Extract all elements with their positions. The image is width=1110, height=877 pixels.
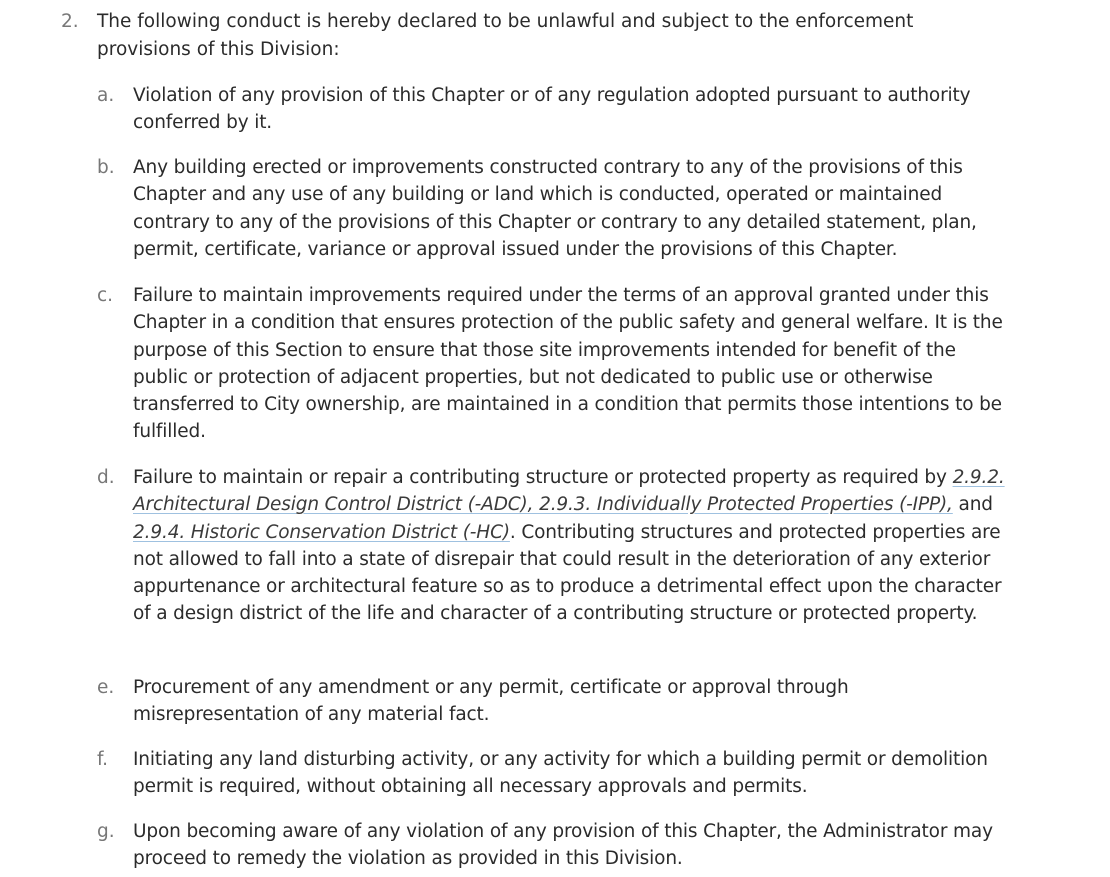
subitem-text: Procurement of any amendment or any permit, certificate or approval through misrepresentation of any material fact. bbox=[133, 677, 849, 726]
subitem-letter: g. bbox=[97, 821, 115, 842]
subitem-text: Initiating any land disturbing activity, or any activity for which a building permit or demolition permit is required, without obtaining all necessary approvals and permits. bbox=[133, 749, 988, 798]
subitem-text bbox=[133, 464, 1013, 628]
subitem-letter: f. bbox=[97, 749, 109, 770]
district-references-link[interactable]: 2.9.2. Architectural Design Control District (-ADC), 2.9.3. Individually Protected Properties (-IPP), bbox=[133, 467, 1005, 516]
subitem-text-before: Failure to maintain or repair a contributing structure or protected property as required by bbox=[133, 467, 953, 488]
subitem-text: Any building erected or improvements constructed contrary to any of the provisions of this Chapter and any use of any building or land which is conducted, operated or maintained contrary to any of the provisions of this Chapter or contrary to any detailed statement, plan, permit, certificate, variance or approval issued under the provisions of this Chapter. bbox=[133, 157, 977, 260]
subitem-text: Violation of any provision of this Chapter or of any regulation adopted pursuant to authority conferred by it. bbox=[133, 85, 971, 134]
subitem-text: Failure to maintain improvements required under the terms of an approval granted under this Chapter in a condition that ensures protection of the public safety and general welfare. It is the purpose of this Section to ensure that those site improvements intended for benefit of the public or protection of adjacent properties, but not dedicated to public use or otherwise transferred to City ownership, are maintained in a condition that permits those intentions to be fulfilled. bbox=[133, 285, 1003, 443]
historic-conservation-link[interactable]: 2.9.4. Historic Conservation District (-HC) bbox=[133, 521, 510, 543]
subitem-text: Upon becoming aware of any violation of any provision of this Chapter, the Administrator may proceed to remedy the violation as provided in this Division. bbox=[133, 821, 993, 870]
item-number: 2. bbox=[61, 11, 79, 32]
subitem-letter: b. bbox=[97, 157, 115, 178]
subitem-text-after: . Contributing structures and protected properties are not allowed to fall into a state of disrepair that could result in the deterioration of any exterior appurtenance or architectural feature so as to produce a detrimental effect upon the character of a design district of the life and character of a contributing structure or protected property. bbox=[133, 521, 1002, 625]
subitem-letter: a. bbox=[97, 85, 115, 106]
item-text: The following conduct is hereby declared to be unlawful and subject to the enforcement provisions of this Division: bbox=[97, 11, 914, 60]
subitem-text-mid: and bbox=[952, 494, 993, 516]
subitem-letter: d. bbox=[97, 467, 115, 488]
subitem-letter: e. bbox=[97, 677, 115, 698]
subitem-letter: c. bbox=[97, 285, 114, 306]
